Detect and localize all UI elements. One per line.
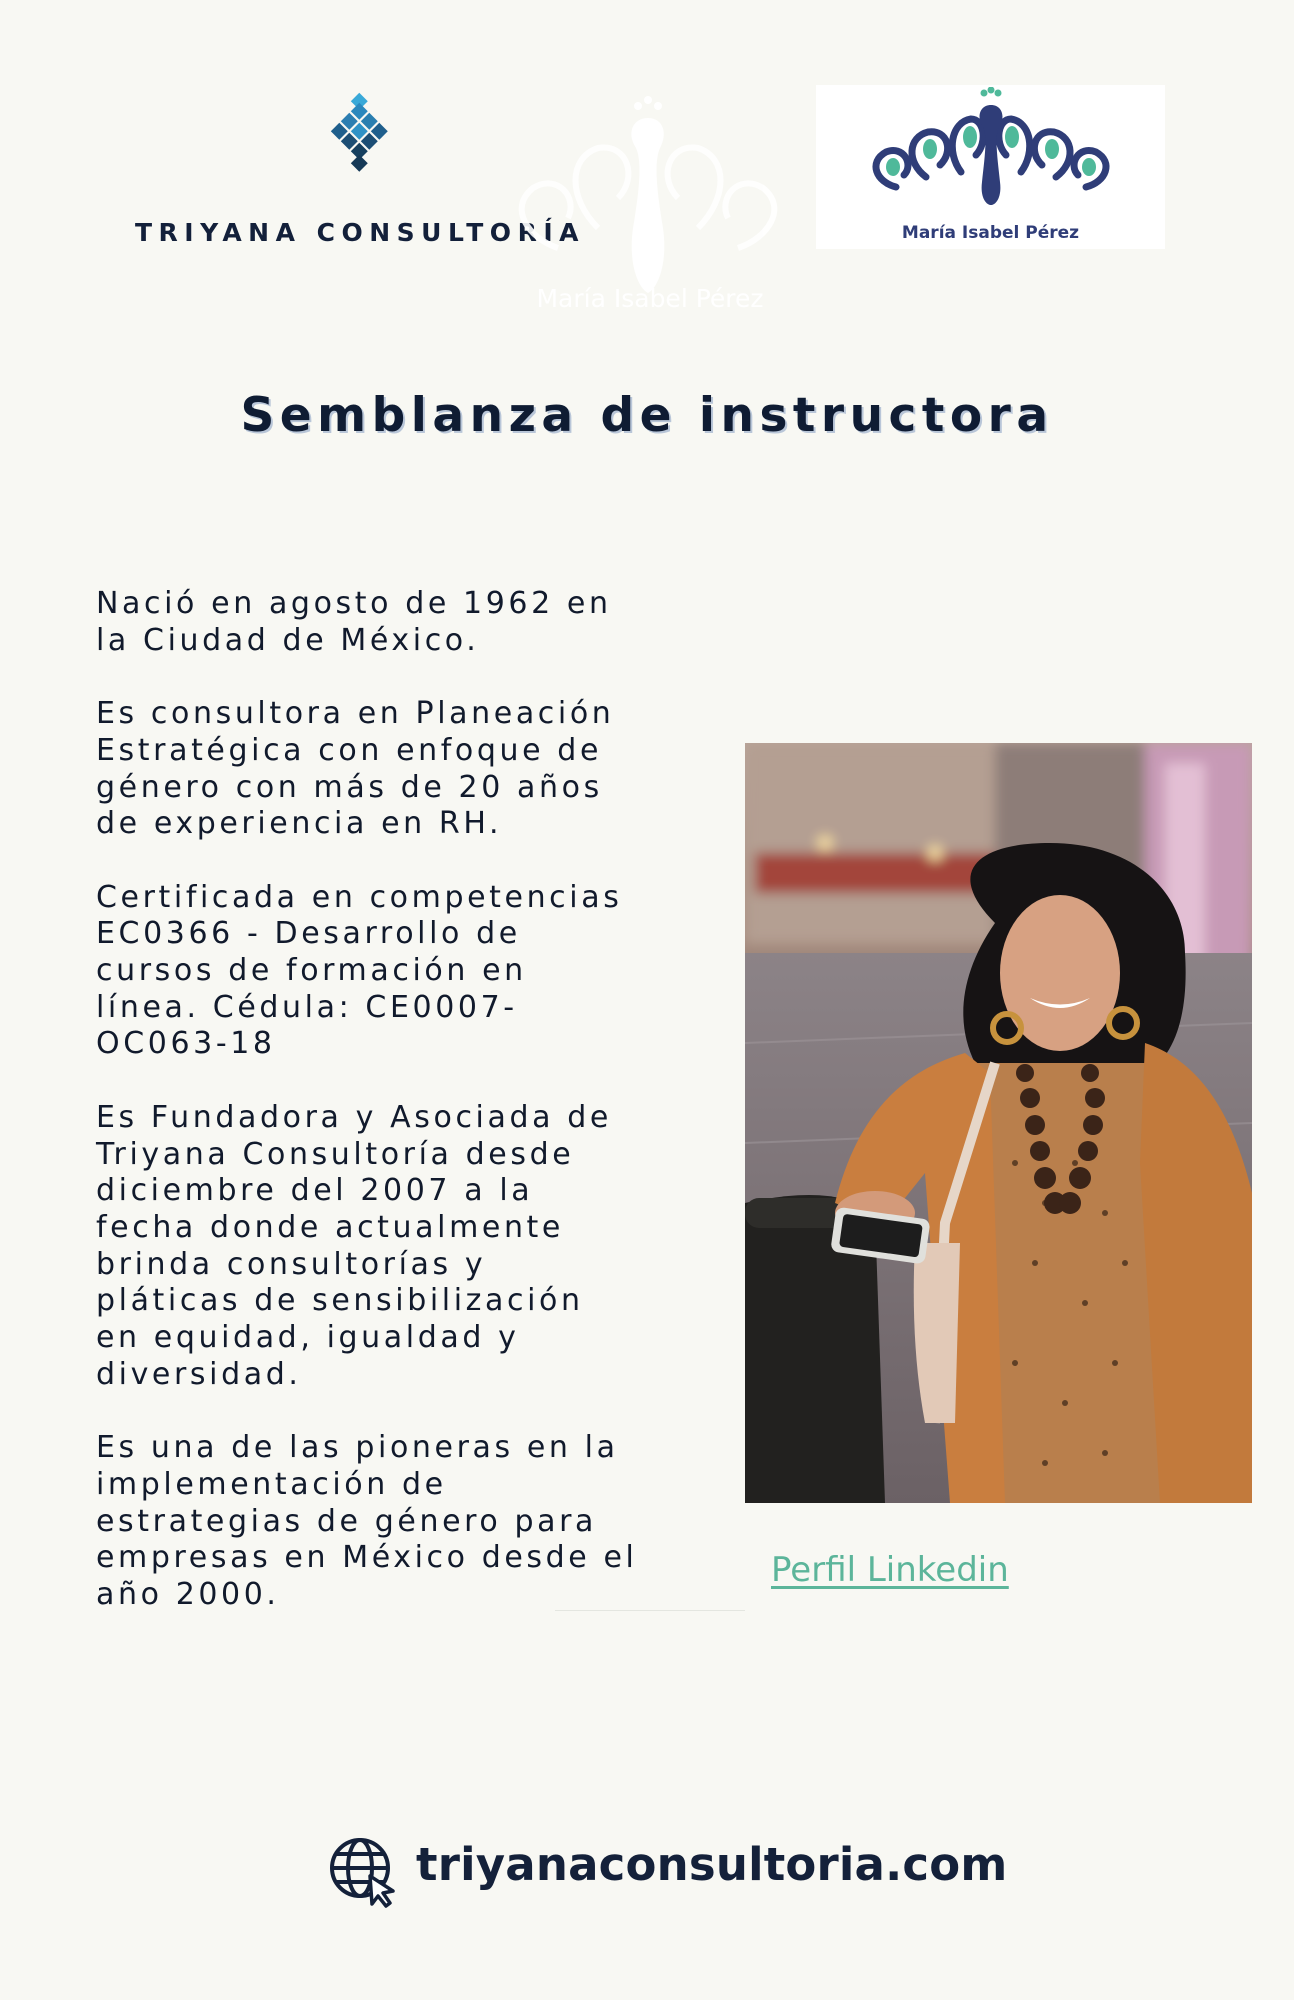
globe-cursor-icon bbox=[328, 1836, 400, 1908]
peacock-logo-icon bbox=[866, 87, 1116, 207]
company-name: TRIYANA CONSULTORÍA bbox=[135, 218, 585, 247]
logo-card-name: María Isabel Pérez bbox=[901, 223, 1080, 243]
page-title: Semblanza de instructora bbox=[240, 388, 1054, 443]
instructor-photo bbox=[745, 743, 1252, 1503]
bio-paragraph: Certificada en competencias EC0366 - Desarrollo de cursos de formación en línea. Cédula: CE0007- OC063-18 bbox=[96, 879, 623, 1062]
maria-isabel-logo-card bbox=[816, 85, 1165, 249]
divider bbox=[555, 1610, 745, 1611]
bio-text bbox=[96, 586, 716, 1650]
bio-paragraph: Es una de las pioneras en la implementación de estrategias de género para empresas en México desde el año 2000. bbox=[96, 1430, 638, 1612]
bio-paragraph: Es Fundadora y Asociada de Triyana Consultoría desde diciembre del 2007 a la fecha donde actualmente brinda consultorías y pláticas de sensibilización en equidad, igualdad y diversidad. bbox=[96, 1099, 612, 1392]
bio-paragraph: Nació en agosto de 1962 en la Ciudad de México. bbox=[96, 586, 612, 658]
bio-paragraph: Es consultora en Planeación Estratégica con enfoque de género con más de 20 años de experiencia en RH. bbox=[96, 696, 615, 842]
watermark-name: María Isabel Pérez bbox=[536, 284, 764, 313]
linkedin-profile-link[interactable]: Perfil Linkedin bbox=[771, 1550, 1009, 1590]
website-url: triyanaconsultoria.com bbox=[416, 1838, 1008, 1891]
triyana-logo-icon bbox=[318, 92, 402, 178]
